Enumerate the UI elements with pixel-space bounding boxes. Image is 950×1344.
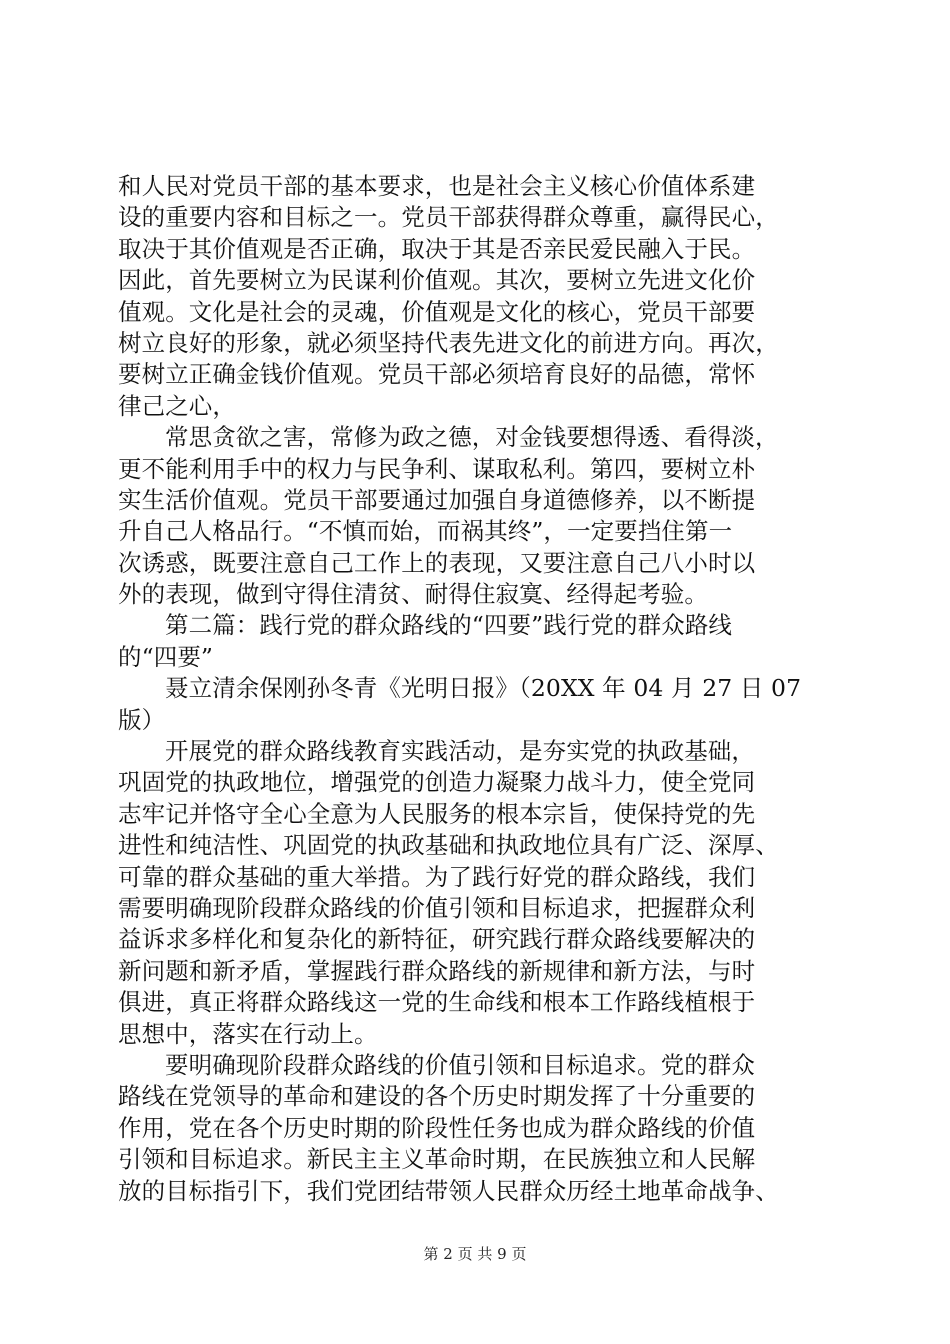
text-line: 实生活价值观。党员干部要通过加强自身道德修养，以不断提 [118,485,756,514]
text-line: 第二篇：践行党的群众路线的“四要”践行党的群众路线 [165,611,733,640]
text-line: 律己之心， [118,391,236,420]
page-footer: 第 2 页 共 9 页 [423,1245,527,1263]
text-line: 值观。文化是社会的灵魂，价值观是文化的核心，党员干部要 [118,297,756,326]
text-line: 巩固党的执政地位，增强党的创造力凝聚力战斗力，使全党同 [118,768,756,797]
text-line: 和人民对党员干部的基本要求，也是社会主义核心价值体系建 [118,172,756,200]
text-line: 志牢记并恪守全心全意为人民服务的根本宗旨，使保持党的先 [118,799,756,828]
text-line: 更不能利用手中的权力与民争利、谋取私利。第四，要树立朴 [118,454,756,483]
text-line: 升自己人格品行。“不慎而始，而祸其终”，一定要挡住第一 [118,517,733,546]
text-line: 需要明确现阶段群众路线的价值引领和目标追求，把握群众利 [118,893,756,922]
text-line: 开展党的群众路线教育实践活动，是夯实党的执政基础， [165,737,755,766]
text-line: 外的表现，做到守得住清贫、耐得住寂寞、经得起考验。 [118,580,708,609]
text-line: 因此，首先要树立为民谋利价值观。其次，要树立先进文化价 [118,266,756,295]
text-line: 进性和纯洁性、巩固党的执政基础和执政地位具有广泛、深厚、 [118,831,779,860]
text-line: 俱进，真正将群众路线这一党的生命线和根本工作路线植根于 [118,988,756,1017]
text-line: 常思贪欲之害，常修为政之德，对金钱要想得透、看得淡， [165,423,779,452]
text-line: 版） [118,705,166,734]
text-line: 取决于其价值观是否正确，取决于其是否亲民爱民融入于民。 [118,234,756,263]
text-line: 的“四要” [118,642,214,671]
text-line: 新问题和新矛盾，掌握践行群众路线的新规律和新方法，与时 [118,956,756,985]
text-line: 要树立正确金钱价值观。党员干部必须培育良好的品德，常怀 [118,360,756,389]
text-line: 作用，党在各个历史时期的阶段性任务也成为群众路线的价值 [118,1113,756,1142]
text-line: 树立良好的形象，就必须坚持代表先进文化的前进方向。再次， [118,328,779,357]
text-line: 聂立清余保刚孙冬青《光明日报》（20XX 年 04 月 27 日 07 [165,674,802,703]
text-line: 要明确现阶段群众路线的价值引领和目标追求。党的群众 [165,1050,755,1079]
text-line: 路线在党领导的革命和建设的各个历史时期发挥了十分重要的 [118,1082,756,1111]
text-line: 设的重要内容和目标之一。党员干部获得群众尊重，赢得民心， [118,203,779,232]
text-line: 引领和目标追求。新民主主义革命时期，在民族独立和人民解 [118,1145,756,1174]
text-line: 放的目标指引下，我们党团结带领人民群众历经土地革命战争、 [118,1176,779,1205]
text-line: 可靠的群众基础的重大举措。为了践行好党的群众路线，我们 [118,862,756,891]
text-line: 益诉求多样化和复杂化的新特征，研究践行群众路线要解决的 [118,925,756,954]
text-line: 思想中，落实在行动上。 [118,1019,378,1048]
text-line: 次诱惑，既要注意自己工作上的表现，又要注意自己八小时以 [118,548,756,577]
document-body [118,171,836,1207]
